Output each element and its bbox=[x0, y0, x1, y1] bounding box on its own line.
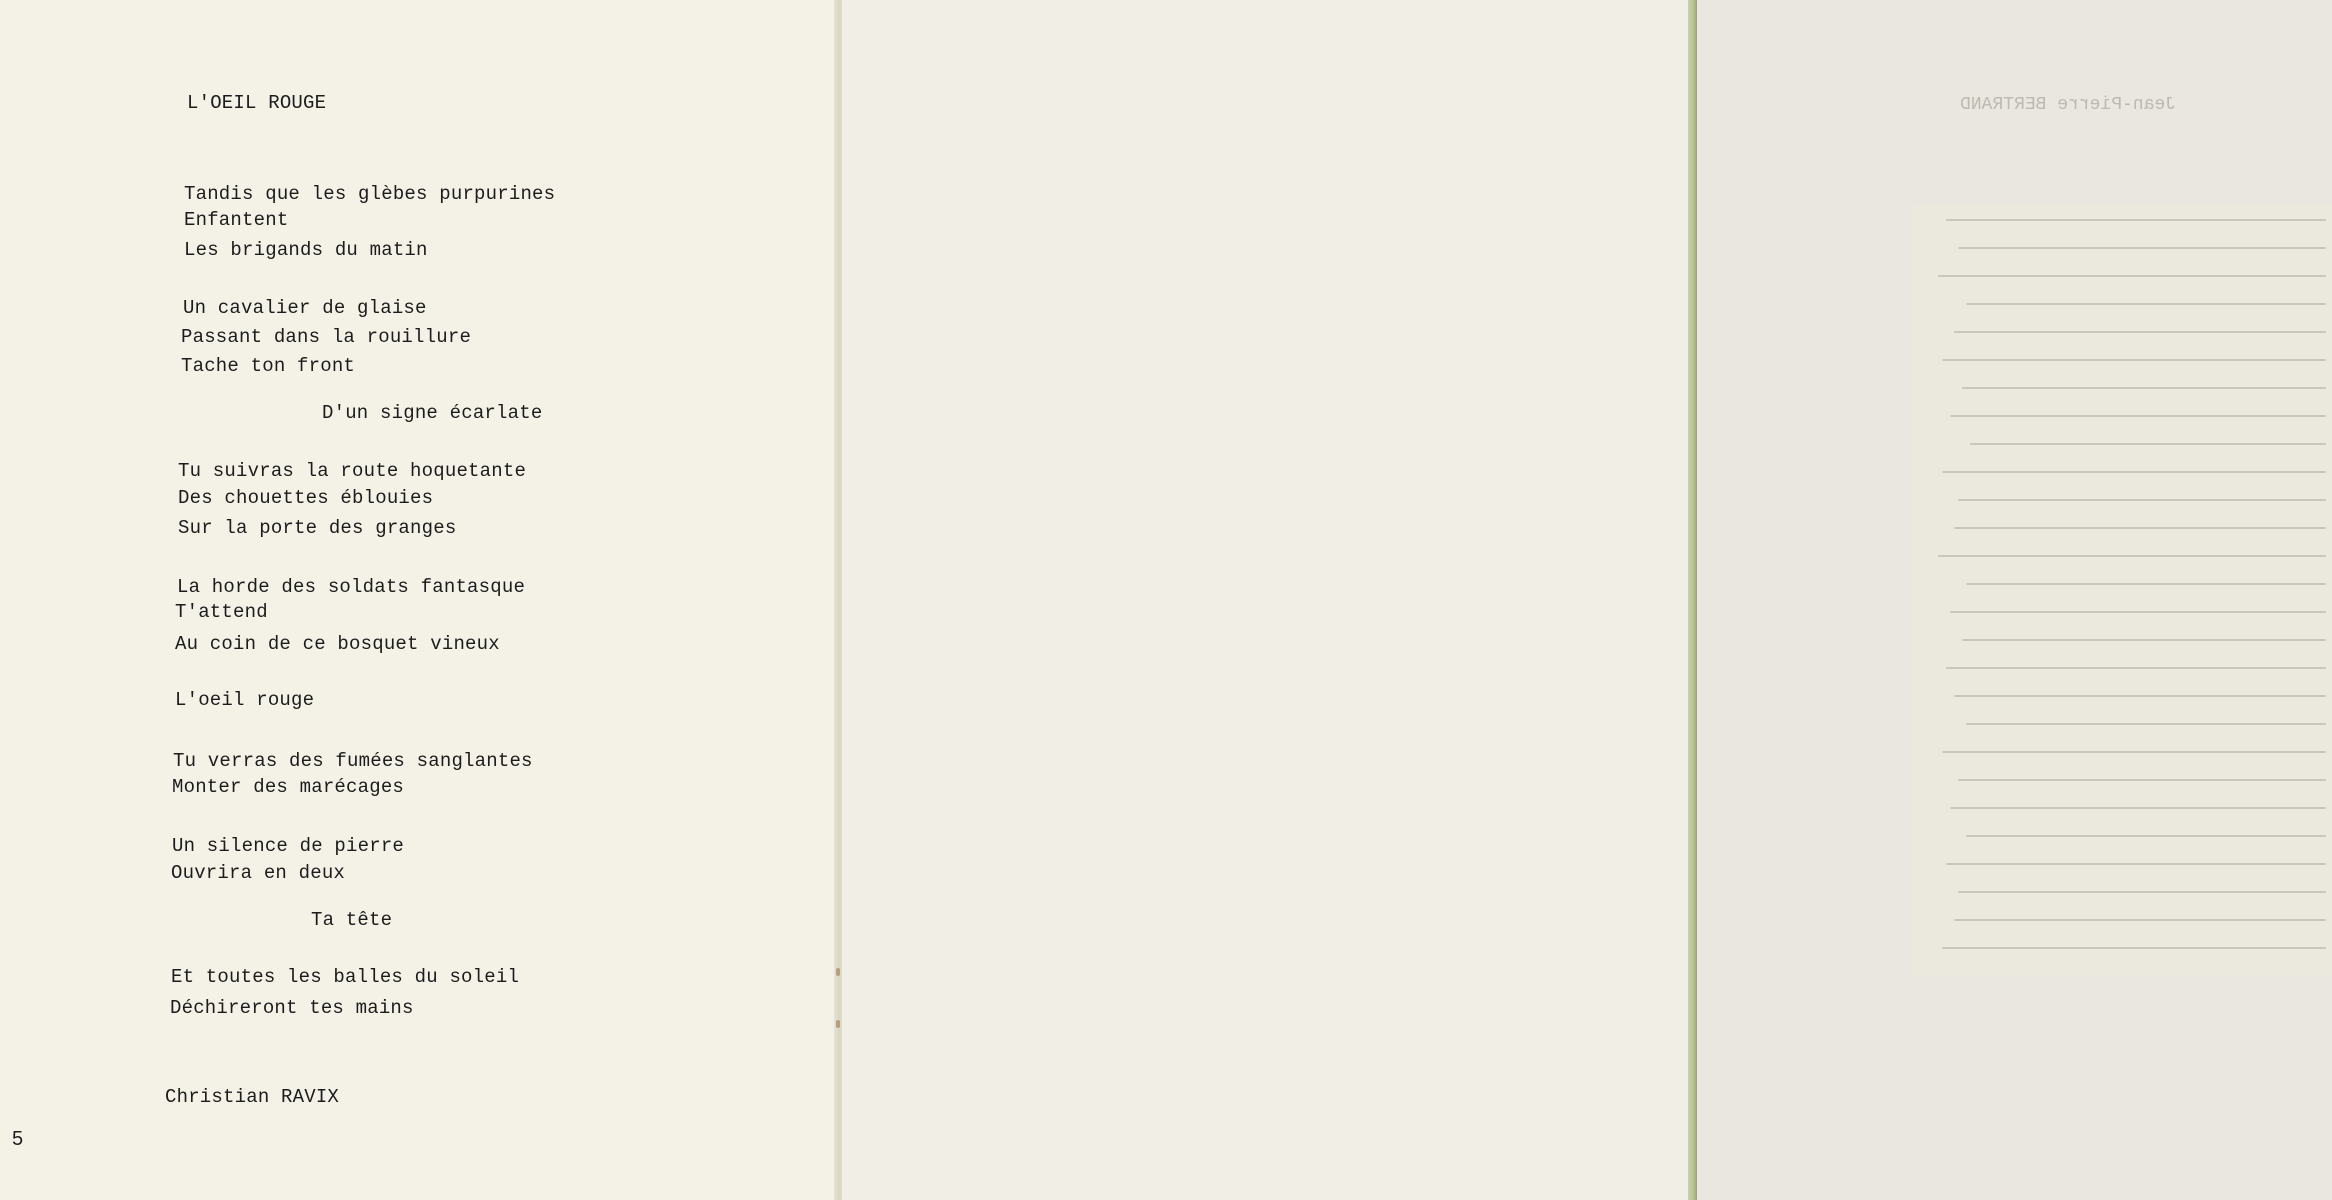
poem-line: Tache ton front bbox=[181, 355, 356, 377]
next-page-edge bbox=[1688, 0, 1697, 1200]
poem-line: Les brigands du matin bbox=[184, 239, 428, 261]
show-through-line bbox=[1966, 835, 2326, 837]
show-through-line bbox=[1958, 779, 2326, 781]
staple-mark bbox=[836, 968, 840, 976]
poem-line: Déchireront tes mains bbox=[170, 997, 414, 1019]
show-through-line bbox=[1942, 751, 2326, 753]
right-page bbox=[842, 0, 2177, 1200]
poem-line: Un cavalier de glaise bbox=[183, 297, 427, 319]
poem-line: Ouvrira en deux bbox=[171, 862, 346, 884]
poem-line: Au coin de ce bosquet vineux bbox=[175, 633, 500, 655]
left-page bbox=[0, 0, 838, 1200]
poem-line: Enfantent bbox=[184, 209, 289, 231]
show-through-line bbox=[1946, 863, 2326, 865]
show-through-line bbox=[1950, 611, 2326, 613]
poem-line: Et toutes les balles du soleil bbox=[171, 966, 520, 988]
show-through-line bbox=[1954, 331, 2326, 333]
poem-line: Sur la porte des granges bbox=[178, 517, 457, 539]
poem-line: Tu suivras la route hoquetante bbox=[178, 460, 527, 482]
show-through-line bbox=[1958, 891, 2326, 893]
page-number: 5 bbox=[12, 1128, 24, 1150]
show-through-line bbox=[1966, 723, 2326, 725]
show-through-line bbox=[1950, 807, 2326, 809]
poem-line: L'oeil rouge bbox=[175, 689, 315, 711]
poem-line: Un silence de pierre bbox=[172, 835, 405, 857]
show-through-line bbox=[1966, 583, 2326, 585]
poem-line: La horde des soldats fantasque bbox=[177, 576, 526, 598]
poem-author: Christian RAVIX bbox=[165, 1086, 340, 1108]
show-through-line bbox=[1946, 219, 2326, 221]
show-through-line bbox=[1942, 359, 2326, 361]
poem-line: Tandis que les glèbes purpurines bbox=[184, 183, 556, 205]
show-through-line bbox=[1946, 667, 2326, 669]
poem-line: D'un signe écarlate bbox=[322, 402, 543, 424]
staple-mark bbox=[836, 1020, 840, 1028]
show-through-line bbox=[1938, 555, 2326, 557]
show-through-line bbox=[1954, 919, 2326, 921]
show-through-line bbox=[1958, 247, 2326, 249]
show-through-heading: Jean-Pierre BERTRAND bbox=[1960, 95, 2177, 115]
poem-line: Monter des marécages bbox=[172, 776, 405, 798]
show-through-line bbox=[1970, 443, 2326, 445]
show-through-line bbox=[1966, 303, 2326, 305]
show-through-line bbox=[1950, 415, 2326, 417]
show-through-line bbox=[1954, 527, 2326, 529]
poem-title: L'OEIL ROUGE bbox=[187, 92, 327, 114]
poem-line: Tu verras des fumées sanglantes bbox=[173, 750, 533, 772]
show-through-handwriting bbox=[1912, 205, 2332, 975]
show-through-line bbox=[1962, 639, 2326, 641]
show-through-line bbox=[1954, 695, 2326, 697]
poem-line: T'attend bbox=[175, 601, 268, 623]
show-through-line bbox=[1962, 387, 2326, 389]
poem-line: Ta tête bbox=[311, 909, 393, 931]
show-through-line bbox=[1942, 471, 2326, 473]
show-through-line bbox=[1958, 499, 2326, 501]
poem-line: Des chouettes éblouies bbox=[178, 487, 434, 509]
show-through-line bbox=[1942, 947, 2326, 949]
show-through-line bbox=[1938, 275, 2326, 277]
poem-line: Passant dans la rouillure bbox=[181, 326, 472, 348]
